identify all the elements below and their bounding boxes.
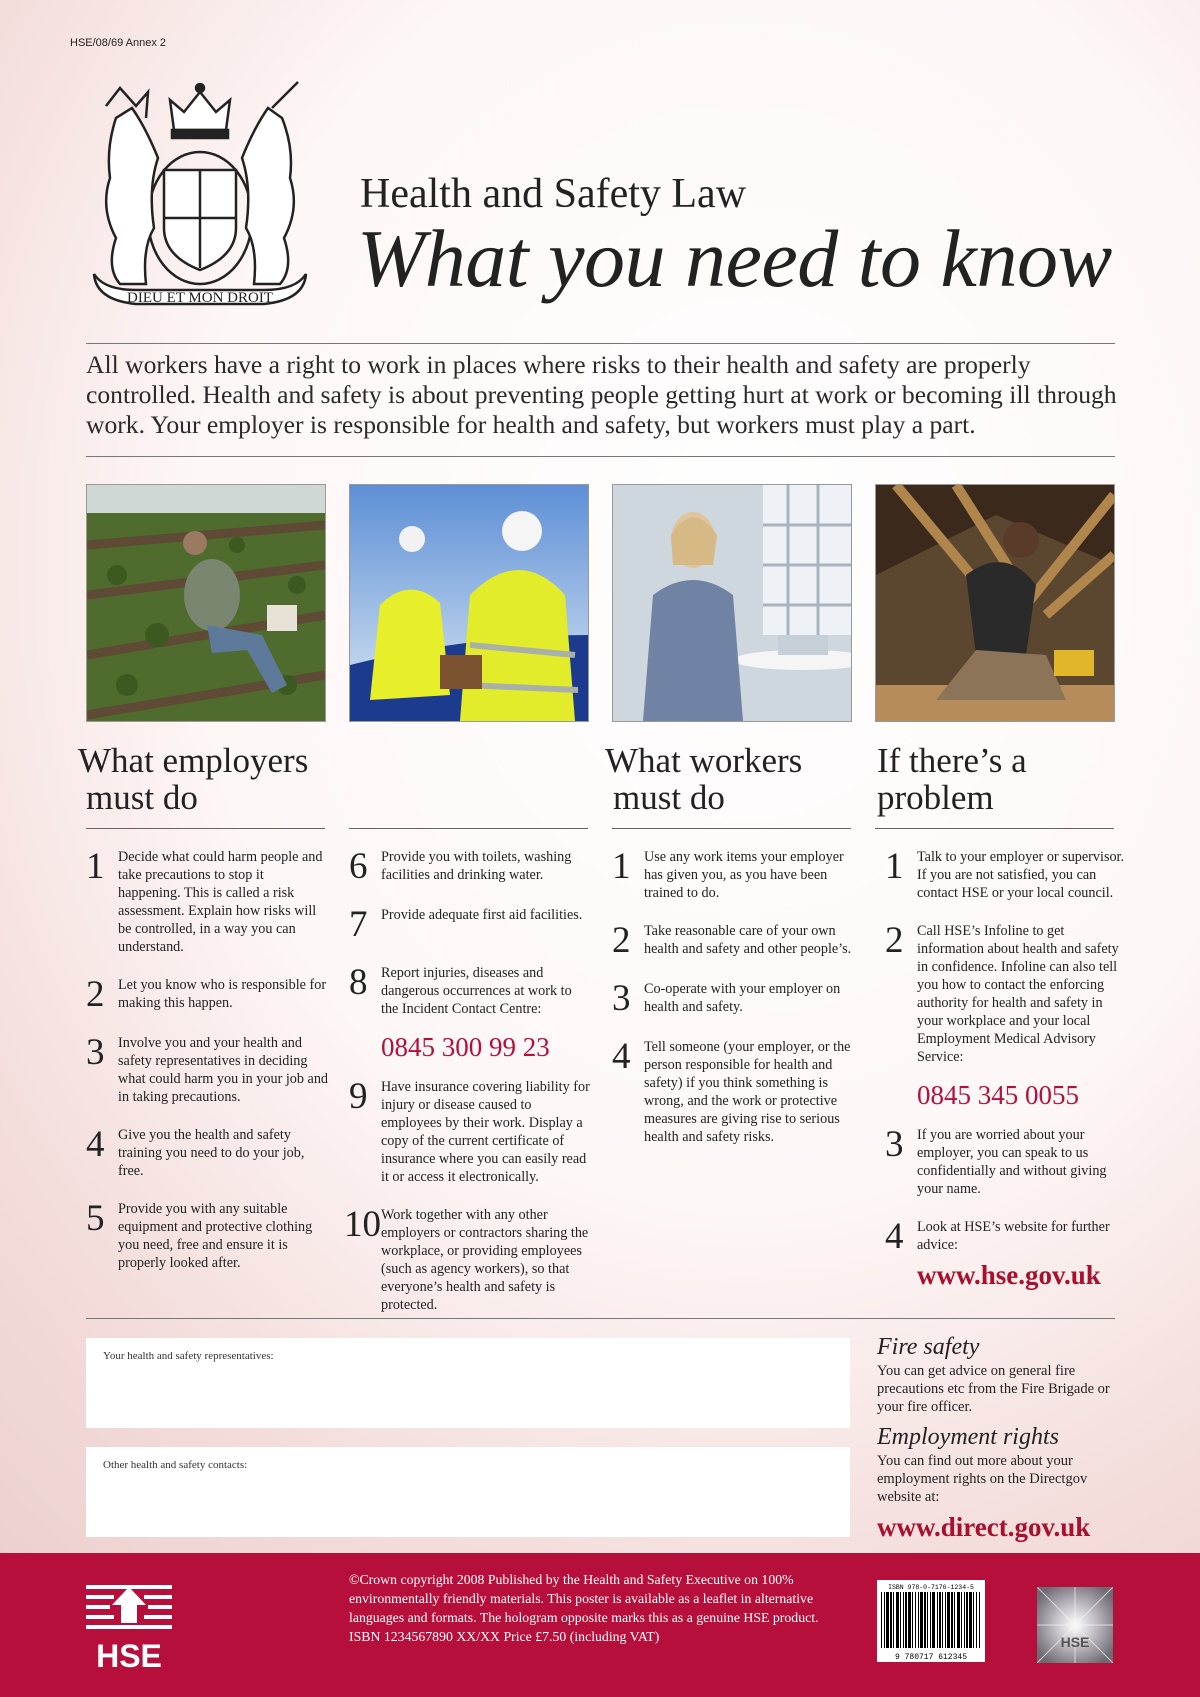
- photo-workers-hi-vis: [349, 484, 589, 722]
- barcode-bar: [884, 1592, 885, 1648]
- list-item: 6 Provide you with toilets, washing facilities and drinking water.: [349, 846, 572, 887]
- list-item: 4 Give you the health and safety training you need to do your job, free.: [86, 1124, 305, 1179]
- barcode-bar: [896, 1592, 899, 1648]
- barcode-digits: 9 780717 612345: [894, 1653, 968, 1662]
- hologram-text: HSE: [1060, 1634, 1090, 1650]
- barcode-bar: [930, 1592, 931, 1648]
- barcode-bar: [976, 1592, 977, 1648]
- list-item: 4 Look at HSE’s website for further advice:: [885, 1216, 1110, 1257]
- document-reference: HSE/08/69 Annex 2: [70, 37, 167, 49]
- list-item: 2 Take reasonable care of your own health and safety and other people’s.: [612, 920, 852, 961]
- divider: [86, 1318, 1115, 1319]
- barcode-bar: [927, 1592, 928, 1648]
- hse-logo-icon: [86, 1581, 172, 1671]
- divider: [86, 456, 1115, 457]
- divider: [875, 828, 1114, 829]
- list-item: 7 Provide adequate first aid facilities.: [349, 904, 583, 945]
- barcode-bar: [937, 1592, 938, 1648]
- list-item: 5 Provide you with any suitable equipment and protective clothing you need, free and ensure it is properly looked after.: [86, 1198, 313, 1271]
- photo-farm-worker: [86, 484, 326, 722]
- barcode-bar: [881, 1592, 882, 1648]
- barcode-bar: [942, 1592, 943, 1648]
- barcode-bar: [924, 1592, 926, 1648]
- barcode-bar: [951, 1592, 953, 1648]
- workers-heading: What workers must do: [605, 741, 803, 817]
- barcode-bar: [900, 1592, 901, 1648]
- barcode-bar: [945, 1592, 946, 1648]
- infoline-phone: 0845 345 0055: [917, 1080, 1079, 1110]
- barcode-bar: [915, 1592, 916, 1648]
- divider: [86, 343, 1115, 344]
- barcode-bar: [957, 1592, 960, 1648]
- photo-loft-worker: [875, 484, 1115, 722]
- barcode-bar: [966, 1592, 968, 1648]
- problem-list: [885, 848, 1127, 1290]
- employment-rights-text: You can find out more about your employment rights on the Directgov website at:: [877, 1453, 1088, 1505]
- barcode-bar: [903, 1592, 904, 1648]
- fire-safety-heading: Fire safety: [877, 1334, 980, 1360]
- barcode-bar: [939, 1592, 941, 1648]
- employment-rights-heading: Employment rights: [877, 1424, 1059, 1450]
- divider: [86, 828, 325, 829]
- list-item: 8 Report injuries, diseases and dangerous occurrences at work to the Incident Contact Centre:: [349, 962, 572, 1017]
- list-item: 3 Involve you and your health and safety representatives in deciding what could harm you in your job and in taking precautions.: [86, 1032, 329, 1105]
- incident-contact-phone: 0845 300 99 23: [381, 1032, 550, 1062]
- problem-heading: If there’s a problem: [877, 741, 1027, 817]
- barcode-bar: [893, 1592, 894, 1648]
- intro-paragraph: All workers have a right to work in places where risks to their health and safety are properly controlled. Health and safety is about preventing people getting hurt at work or becoming ill through work. Your employer is responsible for health and safety, but workers must play a part.: [86, 350, 1117, 439]
- barcode-bar: [954, 1592, 955, 1648]
- barcode-bar: [973, 1592, 974, 1648]
- barcode-bar: [905, 1592, 907, 1648]
- hologram-icon: [1037, 1587, 1113, 1663]
- barcode-bar: [912, 1592, 913, 1648]
- barcode-bar: [920, 1592, 923, 1648]
- workers-list: [612, 848, 854, 1166]
- list-item: 10 Work together with any other employers or contractors sharing the workplace, or providing employees (such as agency workers), so that everyone’s health and safety is protected.: [344, 1204, 589, 1313]
- contacts-box[interactable]: Other health and safety contacts:: [86, 1447, 850, 1537]
- directgov-website-link[interactable]: www.direct.gov.uk: [877, 1512, 1091, 1542]
- barcode-bar: [964, 1592, 965, 1648]
- barcode-icon: [877, 1580, 985, 1662]
- barcode-bar: [932, 1592, 935, 1648]
- list-item: 3 Co-operate with your employer on health and safety.: [612, 978, 841, 1019]
- royal-coat-of-arms-icon: [76, 78, 324, 310]
- copyright-text: ©Crown copyright 2008 Published by the Health and Safety Executive on 100% environmentally friendly materials. This poster is available as a leaflet in alternative languages and formats. The hologram opposite marks this as a genuine HSE product. ISBN 1234567890 XX/XX Price £7.50 (including VAT): [349, 1572, 819, 1644]
- hse-logo-text: HSE: [96, 1638, 162, 1671]
- page-title: What you need to know: [357, 213, 1112, 304]
- list-item: 1 Decide what could harm people and take precautions to stop it happening. This is called a risk assessment. Explain how risks will be controlled, in a way you can understand.: [86, 846, 323, 955]
- employers-list-part1: [86, 848, 328, 1292]
- barcode-bar: [947, 1592, 950, 1648]
- barcode-bar: [969, 1592, 972, 1648]
- barcode-bar: [918, 1592, 919, 1648]
- barcode-bar: [886, 1592, 889, 1648]
- list-item: 1 Use any work items your employer has given you, as you have been trained to do.: [612, 846, 844, 901]
- list-item: 2 Let you know who is responsible for making this happen.: [86, 974, 327, 1015]
- barcode-bar: [908, 1592, 911, 1648]
- barcode-bar: [890, 1592, 892, 1648]
- divider: [349, 828, 588, 829]
- photo-office-worker: [612, 484, 852, 722]
- fire-safety-text: You can get advice on general fire precautions etc from the Fire Brigade or your fire officer.: [877, 1363, 1110, 1415]
- crest-motto: DIEU ET MON DROIT: [127, 290, 273, 306]
- hse-website-link[interactable]: www.hse.gov.uk: [917, 1260, 1101, 1290]
- employers-heading: What employers must do: [78, 741, 309, 817]
- list-item: 2 Call HSE’s Infoline to get information about health and safety in confidence. Infoline can also tell you how to contact the enforcing authority for health and safety in your workplace and your local Employment Medical Advisory Service:: [885, 920, 1119, 1065]
- reps-box[interactable]: Your health and safety representatives:: [86, 1338, 850, 1428]
- divider: [612, 828, 851, 829]
- list-item: 4 Tell someone (your employer, or the person responsible for health and safety) if you think something is wrong, and the work or protective measures are giving rise to serious health and safety risks.: [612, 1036, 851, 1145]
- isbn-barcode-text: ISBN 978-0-7176-1234-5: [888, 1584, 974, 1591]
- title-small: Health and Safety Law: [360, 171, 747, 217]
- list-item: 1 Talk to your employer or supervisor. If you are not satisfied, you can contact HSE or your local council.: [885, 846, 1125, 901]
- list-item: 9 Have insurance covering liability for injury or disease caused to employees by their work. Display a copy of the current certificate of insurance where you can easily read it or access it electronically.: [349, 1076, 590, 1185]
- list-item: 3 If you are worried about your employer, you can speak to us confidentially and without giving your name.: [885, 1124, 1107, 1197]
- employers-list-part2: [344, 846, 591, 1334]
- barcode-bar: [979, 1592, 980, 1648]
- barcode-bar: [961, 1592, 962, 1648]
